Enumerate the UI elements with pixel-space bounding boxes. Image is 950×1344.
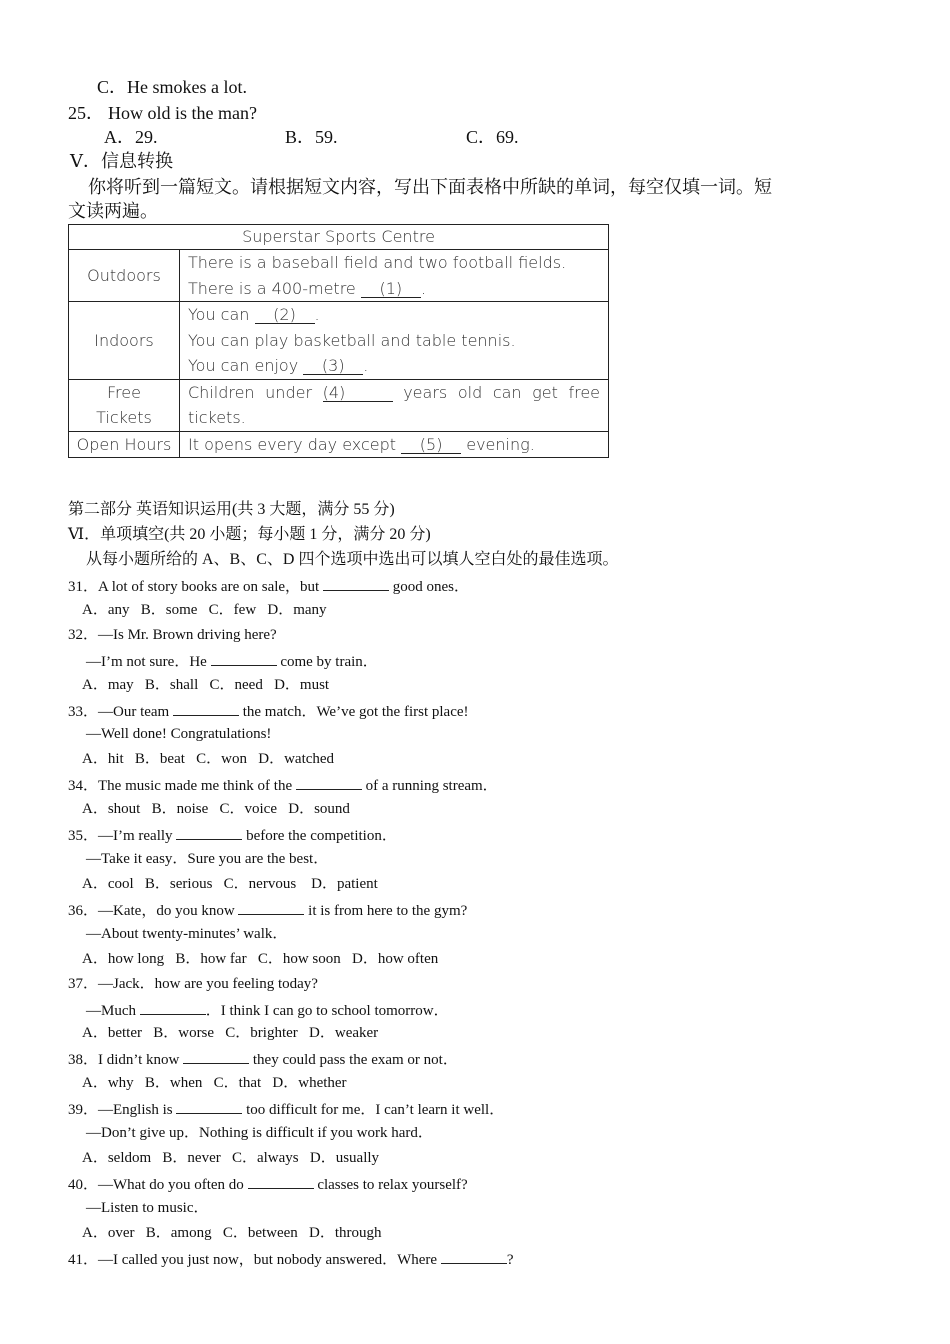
question-37: 37．—Jack．how are you feeling today?	[68, 976, 318, 992]
question-40-options: A．over B．among C．between D．through	[82, 1225, 382, 1241]
question-31: 31．A lot of story books are on sale，but good ones．	[68, 579, 469, 595]
answer-blank[interactable]	[323, 578, 389, 591]
question-37-reply: —Much ．I think I can go to school tomorrow．	[86, 1003, 449, 1019]
row-content-outdoors: There is a baseball field and two football fields. There is a 400-metre (1) .	[180, 250, 609, 302]
q25-option-b: B．59.	[285, 127, 338, 147]
answer-blank[interactable]	[176, 827, 242, 840]
blank-2[interactable]: (2)	[255, 307, 315, 324]
answer-blank[interactable]	[140, 1002, 206, 1015]
blank-3[interactable]: (3)	[303, 358, 363, 375]
row-label-open-hours: Open Hours	[69, 431, 180, 458]
question-37-options: A．better B．worse C．brighter D．weaker	[82, 1025, 379, 1041]
q25-option-a: A．29.	[104, 127, 158, 147]
q25-stem: 25． How old is the man?	[68, 103, 257, 123]
question-35: 35．—I’m really before the competition．	[68, 828, 397, 844]
row-label-outdoors: Outdoors	[69, 250, 180, 302]
question-40: 40．—What do you often do classes to relax yourself?	[68, 1177, 468, 1193]
row-label-indoors: Indoors	[69, 302, 180, 380]
question-35-options: A．cool B．serious C．nervous D．patient	[82, 876, 378, 892]
question-41: 41．—I called you just now，but nobody answered．Where ?	[68, 1252, 514, 1268]
answer-blank[interactable]	[441, 1251, 507, 1264]
row-content-indoors: You can (2) . You can play basketball and table tennis. You can enjoy (3) .	[180, 302, 609, 380]
row-label-free-tickets: Free Tickets	[69, 379, 180, 431]
question-36-reply: —About twenty-minutes’ walk．	[86, 926, 288, 942]
blank-5[interactable]: (5)	[401, 437, 461, 454]
question-39-options: A．seldom B．never C．always D．usually	[82, 1150, 380, 1166]
question-39-reply: —Don’t give up．Nothing is difficult if you work hard．	[86, 1125, 433, 1141]
section-5-instruction-cont: 文读两遍。	[68, 201, 158, 221]
question-38: 38．I didn’t know they could pass the exam or not．	[68, 1052, 458, 1068]
section-5-title: Ⅴ．信息转换	[70, 151, 173, 171]
answer-blank[interactable]	[183, 1051, 249, 1064]
question-34: 34．The music made me think of the of a running stream．	[68, 778, 498, 794]
question-35-reply: —Take it easy．Sure you are the best．	[86, 851, 329, 867]
row-content-free-tickets: Children under (4) years old can get free tickets.	[180, 379, 609, 431]
q24-option-c: C．He smokes a lot.	[97, 77, 247, 97]
question-32-options: A．may B．shall C．need D．must	[82, 677, 330, 693]
section-6-title: Ⅵ．单项填空(共 20 小题；每小题 1 分，满分 20 分)	[68, 526, 431, 543]
question-36-options: A．how long B．how far C．how soon D．how often	[82, 951, 439, 967]
answer-blank[interactable]	[173, 703, 239, 716]
question-40-reply: —Listen to music．	[86, 1200, 209, 1216]
answer-blank[interactable]	[296, 777, 362, 790]
question-33-options: A．hit B．beat C．won D．watched	[82, 751, 335, 767]
row-content-open-hours: It opens every day except (5) evening.	[180, 431, 609, 458]
q25-option-c: C．69.	[466, 127, 519, 147]
question-34-options: A．shout B．noise C．voice D．sound	[82, 801, 350, 817]
answer-blank[interactable]	[211, 653, 277, 666]
question-38-options: A．why B．when C．that D．whether	[82, 1075, 347, 1091]
section-6-instruction: 从每小题所给的 A、B、C、D 四个选项中选出可以填人空白处的最佳选项。	[86, 551, 619, 568]
answer-blank[interactable]	[238, 902, 304, 915]
question-32: 32．—Is Mr. Brown driving here?	[68, 627, 277, 643]
question-33: 33．—Our team the match．We’ve got the first place!	[68, 704, 469, 720]
part-2-title: 第二部分 英语知识运用(共 3 大题，满分 55 分)	[68, 501, 395, 518]
info-table	[68, 224, 609, 458]
answer-blank[interactable]	[176, 1101, 242, 1114]
question-32-reply: —I’m not sure．He come by train．	[86, 654, 378, 670]
question-31-options: A．any B．some C．few D．many	[82, 602, 327, 618]
answer-blank[interactable]	[248, 1176, 314, 1189]
blank-1[interactable]: (1)	[361, 281, 421, 298]
table-title: Superstar Sports Centre	[69, 225, 609, 250]
section-5-instruction: 你将听到一篇短文。请根据短文内容，写出下面表格中所缺的单词，每空仅填一词。短	[88, 177, 772, 197]
question-36: 36．—Kate，do you know it is from here to the gym?	[68, 903, 468, 919]
blank-4[interactable]: (4)	[323, 385, 393, 402]
question-33-reply: —Well done! Congratulations!	[86, 726, 272, 742]
question-39: 39．—English is too difficult for me．I can’t learn it well．	[68, 1102, 505, 1118]
